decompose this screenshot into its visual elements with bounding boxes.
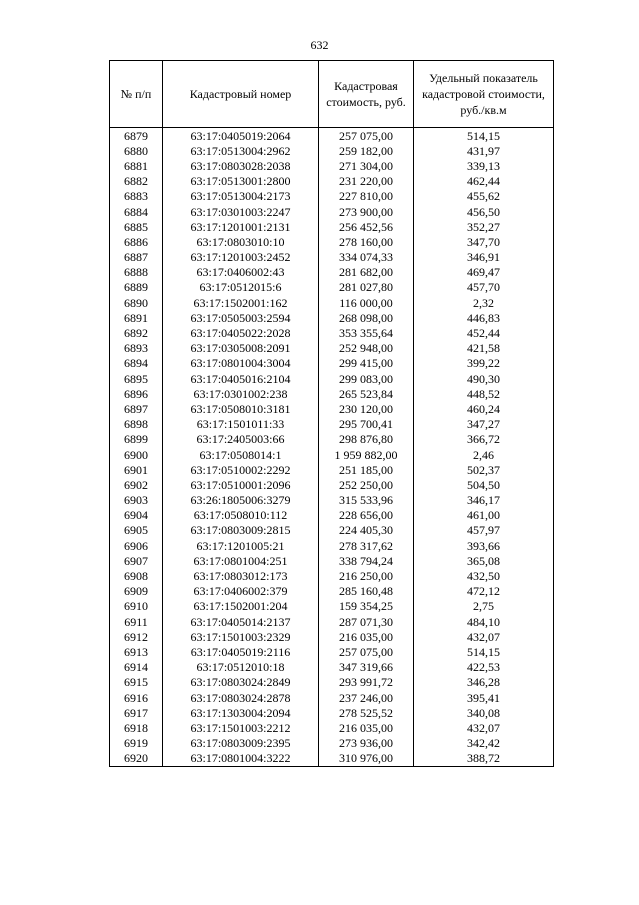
row-number: 6903 — [110, 493, 163, 508]
row-number: 6909 — [110, 584, 163, 599]
row-number: 6888 — [110, 265, 163, 280]
row-number: 6907 — [110, 553, 163, 568]
cadastral-value: 1 959 882,00 — [319, 447, 414, 462]
row-number: 6885 — [110, 219, 163, 234]
cadastral-value: 216 035,00 — [319, 720, 414, 735]
cadastral-number: 63:17:0803009:2815 — [163, 523, 319, 538]
row-number: 6880 — [110, 143, 163, 158]
header-cadastral-value: Кадастровая стоимость, руб. — [319, 61, 414, 128]
specific-value: 452,44 — [414, 325, 554, 340]
cadastral-value: 285 160,48 — [319, 584, 414, 599]
table-row — [110, 644, 554, 659]
table-row — [110, 371, 554, 386]
row-number: 6906 — [110, 538, 163, 553]
specific-value: 342,42 — [414, 736, 554, 751]
table-row — [110, 341, 554, 356]
cadastral-number: 63:17:0405022:2028 — [163, 325, 319, 340]
cadastral-value: 271 304,00 — [319, 158, 414, 173]
row-number: 6910 — [110, 599, 163, 614]
row-number: 6879 — [110, 128, 163, 144]
table-row — [110, 219, 554, 234]
cadastral-value: 273 900,00 — [319, 204, 414, 219]
specific-value: 2,75 — [414, 599, 554, 614]
specific-value: 460,24 — [414, 401, 554, 416]
cadastral-value: 334 074,33 — [319, 250, 414, 265]
cadastral-value: 216 250,00 — [319, 568, 414, 583]
cadastral-number: 63:17:0803010:10 — [163, 234, 319, 249]
specific-value: 365,08 — [414, 553, 554, 568]
row-number: 6901 — [110, 462, 163, 477]
page-number: 632 — [310, 38, 329, 52]
table-body — [110, 128, 554, 767]
specific-value: 346,91 — [414, 250, 554, 265]
table-row — [110, 250, 554, 265]
cadastral-value: 259 182,00 — [319, 143, 414, 158]
cadastral-number: 63:17:1201003:2452 — [163, 250, 319, 265]
row-number: 6891 — [110, 310, 163, 325]
specific-value: 484,10 — [414, 614, 554, 629]
cadastral-value: 159 354,25 — [319, 599, 414, 614]
row-number: 6894 — [110, 356, 163, 371]
cadastral-number: 63:17:0801004:3222 — [163, 751, 319, 767]
table-row — [110, 568, 554, 583]
cadastral-number: 63:17:0513004:2962 — [163, 143, 319, 158]
specific-value: 340,08 — [414, 705, 554, 720]
row-number: 6912 — [110, 629, 163, 644]
row-number: 6896 — [110, 386, 163, 401]
table-row — [110, 234, 554, 249]
cadastral-value: 278 160,00 — [319, 234, 414, 249]
cadastral-number: 63:17:0405016:2104 — [163, 371, 319, 386]
cadastral-value: 278 317,62 — [319, 538, 414, 553]
specific-value: 456,50 — [414, 204, 554, 219]
cadastral-number: 63:17:0505003:2594 — [163, 310, 319, 325]
row-number: 6902 — [110, 477, 163, 492]
table-row — [110, 386, 554, 401]
cadastral-number: 63:17:0406002:379 — [163, 584, 319, 599]
row-number: 6886 — [110, 234, 163, 249]
table-header-row — [110, 61, 554, 128]
specific-value: 514,15 — [414, 128, 554, 144]
cadastral-number: 63:17:0301002:238 — [163, 386, 319, 401]
specific-value: 347,70 — [414, 234, 554, 249]
row-number: 6892 — [110, 325, 163, 340]
row-number: 6908 — [110, 568, 163, 583]
cadastral-number: 63:17:0508010:3181 — [163, 401, 319, 416]
cadastral-value: 310 976,00 — [319, 751, 414, 767]
specific-value: 432,07 — [414, 720, 554, 735]
cadastral-number: 63:17:0803012:173 — [163, 568, 319, 583]
table-row — [110, 432, 554, 447]
table-row — [110, 401, 554, 416]
cadastral-value: 228 656,00 — [319, 508, 414, 523]
table-row — [110, 295, 554, 310]
cadastral-value: 216 035,00 — [319, 629, 414, 644]
table-row — [110, 158, 554, 173]
row-number: 6904 — [110, 508, 163, 523]
table-row — [110, 477, 554, 492]
row-number: 6915 — [110, 675, 163, 690]
cadastral-value: 256 452,56 — [319, 219, 414, 234]
table-row — [110, 417, 554, 432]
cadastral-value: 299 415,00 — [319, 356, 414, 371]
row-number: 6882 — [110, 174, 163, 189]
table-row — [110, 265, 554, 280]
specific-value: 462,44 — [414, 174, 554, 189]
cadastral-value: 252 948,00 — [319, 341, 414, 356]
specific-value: 448,52 — [414, 386, 554, 401]
specific-value: 388,72 — [414, 751, 554, 767]
cadastral-value: 281 682,00 — [319, 265, 414, 280]
cadastral-number: 63:17:0406002:43 — [163, 265, 319, 280]
cadastral-value: 315 533,96 — [319, 493, 414, 508]
table-row — [110, 174, 554, 189]
cadastral-number: 63:17:1201005:21 — [163, 538, 319, 553]
cadastral-value: 273 936,00 — [319, 736, 414, 751]
specific-value: 422,53 — [414, 660, 554, 675]
cadastral-number: 63:17:1303004:2094 — [163, 705, 319, 720]
cadastral-number: 63:17:0803024:2849 — [163, 675, 319, 690]
row-number: 6905 — [110, 523, 163, 538]
specific-value: 421,58 — [414, 341, 554, 356]
table-row — [110, 508, 554, 523]
cadastral-value: 237 246,00 — [319, 690, 414, 705]
specific-value: 346,28 — [414, 675, 554, 690]
specific-value: 461,00 — [414, 508, 554, 523]
header-num: № п/п — [110, 61, 163, 128]
specific-value: 431,97 — [414, 143, 554, 158]
cadastral-number: 63:17:1201001:2131 — [163, 219, 319, 234]
row-number: 6889 — [110, 280, 163, 295]
cadastral-value: 295 700,41 — [319, 417, 414, 432]
specific-value: 457,97 — [414, 523, 554, 538]
table-row — [110, 690, 554, 705]
table-row — [110, 280, 554, 295]
table-row — [110, 143, 554, 158]
cadastral-number: 63:17:0301003:2247 — [163, 204, 319, 219]
specific-value: 469,47 — [414, 265, 554, 280]
row-number: 6890 — [110, 295, 163, 310]
row-number: 6920 — [110, 751, 163, 767]
table-row — [110, 705, 554, 720]
table-row — [110, 584, 554, 599]
cadastral-value: 299 083,00 — [319, 371, 414, 386]
table-row — [110, 189, 554, 204]
row-number: 6918 — [110, 720, 163, 735]
cadastral-value: 251 185,00 — [319, 462, 414, 477]
table-row — [110, 523, 554, 538]
cadastral-number: 63:17:1502001:162 — [163, 295, 319, 310]
cadastral-number: 63:17:0803024:2878 — [163, 690, 319, 705]
cadastral-number: 63:17:2405003:66 — [163, 432, 319, 447]
specific-value: 502,37 — [414, 462, 554, 477]
table-row — [110, 629, 554, 644]
row-number: 6899 — [110, 432, 163, 447]
table-row — [110, 736, 554, 751]
cadastral-number: 63:17:0513004:2173 — [163, 189, 319, 204]
cadastral-value: 116 000,00 — [319, 295, 414, 310]
row-number: 6887 — [110, 250, 163, 265]
cadastral-number: 63:17:1501011:33 — [163, 417, 319, 432]
cadastral-value: 298 876,80 — [319, 432, 414, 447]
cadastral-value: 278 525,52 — [319, 705, 414, 720]
table-row — [110, 553, 554, 568]
cadastral-number: 63:17:1501003:2212 — [163, 720, 319, 735]
cadastral-number: 63:17:0405014:2137 — [163, 614, 319, 629]
cadastral-value: 252 250,00 — [319, 477, 414, 492]
table-row — [110, 614, 554, 629]
cadastral-number: 63:17:0305008:2091 — [163, 341, 319, 356]
cadastral-number: 63:17:0508014:1 — [163, 447, 319, 462]
cadastral-value: 287 071,30 — [319, 614, 414, 629]
table-row — [110, 660, 554, 675]
cadastral-value: 257 075,00 — [319, 644, 414, 659]
cadastral-number: 63:17:0508010:112 — [163, 508, 319, 523]
specific-value: 339,13 — [414, 158, 554, 173]
table-row — [110, 356, 554, 371]
table-row — [110, 310, 554, 325]
table-row — [110, 493, 554, 508]
cadastral-number: 63:17:0801004:3004 — [163, 356, 319, 371]
cadastral-number: 63:17:0801004:251 — [163, 553, 319, 568]
cadastral-number: 63:17:0803028:2038 — [163, 158, 319, 173]
table-row — [110, 462, 554, 477]
cadastral-value: 281 027,80 — [319, 280, 414, 295]
specific-value: 347,27 — [414, 417, 554, 432]
row-number: 6884 — [110, 204, 163, 219]
specific-value: 514,15 — [414, 644, 554, 659]
row-number: 6917 — [110, 705, 163, 720]
table-row — [110, 204, 554, 219]
specific-value: 472,12 — [414, 584, 554, 599]
table-row — [110, 538, 554, 553]
row-number: 6893 — [110, 341, 163, 356]
specific-value: 399,22 — [414, 356, 554, 371]
cadastral-number: 63:17:0510001:2096 — [163, 477, 319, 492]
specific-value: 2,32 — [414, 295, 554, 310]
table-row — [110, 447, 554, 462]
cadastral-value: 353 355,64 — [319, 325, 414, 340]
table-row — [110, 599, 554, 614]
row-number: 6881 — [110, 158, 163, 173]
row-number: 6883 — [110, 189, 163, 204]
specific-value: 366,72 — [414, 432, 554, 447]
table-row — [110, 751, 554, 767]
cadastral-value: 230 120,00 — [319, 401, 414, 416]
cadastral-value: 338 794,24 — [319, 553, 414, 568]
specific-value: 346,17 — [414, 493, 554, 508]
specific-value: 2,46 — [414, 447, 554, 462]
specific-value: 432,50 — [414, 568, 554, 583]
cadastral-number: 63:17:0405019:2116 — [163, 644, 319, 659]
row-number: 6898 — [110, 417, 163, 432]
specific-value: 432,07 — [414, 629, 554, 644]
table-row — [110, 675, 554, 690]
row-number: 6913 — [110, 644, 163, 659]
cadastral-number: 63:26:1805006:3279 — [163, 493, 319, 508]
cadastral-value: 293 991,72 — [319, 675, 414, 690]
cadastral-number: 63:17:0803009:2395 — [163, 736, 319, 751]
header-cadastral-number: Кадастровый номер — [163, 61, 319, 128]
cadastral-number: 63:17:0513001:2800 — [163, 174, 319, 189]
row-number: 6895 — [110, 371, 163, 386]
cadastral-value: 224 405,30 — [319, 523, 414, 538]
specific-value: 490,30 — [414, 371, 554, 386]
table-row — [110, 720, 554, 735]
cadastral-value: 231 220,00 — [319, 174, 414, 189]
specific-value: 446,83 — [414, 310, 554, 325]
cadastral-value: 265 523,84 — [319, 386, 414, 401]
specific-value: 455,62 — [414, 189, 554, 204]
table-row — [110, 325, 554, 340]
specific-value: 504,50 — [414, 477, 554, 492]
cadastral-value: 347 319,66 — [319, 660, 414, 675]
header-specific-value: Удельный показатель кадастровой стоимости, руб./кв.м — [414, 61, 554, 128]
cadastral-value: 257 075,00 — [319, 128, 414, 144]
row-number: 6916 — [110, 690, 163, 705]
specific-value: 457,70 — [414, 280, 554, 295]
row-number: 6897 — [110, 401, 163, 416]
cadastral-value: 227 810,00 — [319, 189, 414, 204]
cadastral-number: 63:17:1501003:2329 — [163, 629, 319, 644]
cadastral-number: 63:17:0510002:2292 — [163, 462, 319, 477]
cadastral-number: 63:17:1502001:204 — [163, 599, 319, 614]
specific-value: 352,27 — [414, 219, 554, 234]
row-number: 6919 — [110, 736, 163, 751]
row-number: 6911 — [110, 614, 163, 629]
cadastral-number: 63:17:0405019:2064 — [163, 128, 319, 144]
table-row — [110, 128, 554, 144]
cadastral-number: 63:17:0512010:18 — [163, 660, 319, 675]
specific-value: 393,66 — [414, 538, 554, 553]
cadastral-table — [109, 60, 554, 767]
cadastral-value: 268 098,00 — [319, 310, 414, 325]
row-number: 6914 — [110, 660, 163, 675]
cadastral-number: 63:17:0512015:6 — [163, 280, 319, 295]
row-number: 6900 — [110, 447, 163, 462]
specific-value: 395,41 — [414, 690, 554, 705]
